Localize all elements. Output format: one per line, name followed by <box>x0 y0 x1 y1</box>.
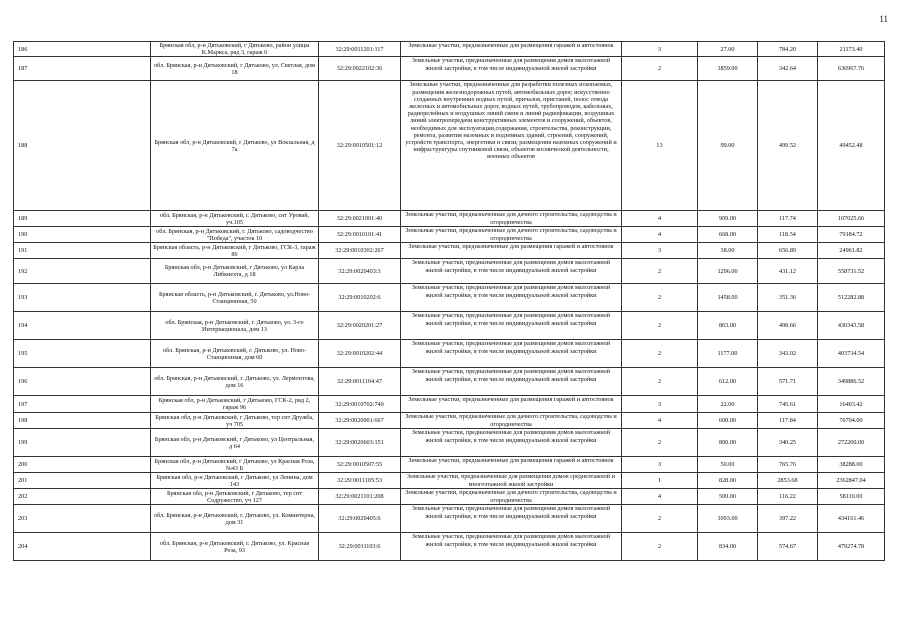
rate-cell: 343.02 <box>758 340 818 368</box>
area-cell: 1093.00 <box>698 505 758 533</box>
group-cell: 2 <box>622 57 698 81</box>
table-row <box>14 81 885 211</box>
value-cell: 79184.72 <box>818 227 885 243</box>
value-cell: 349886.52 <box>818 368 885 396</box>
table-row <box>14 227 885 243</box>
cadastral-number-cell: 32:29:0010302:267 <box>319 243 401 259</box>
rate-cell: 574.67 <box>758 533 818 561</box>
land-use-cell: Земельные участки, предназначенные для размещения домов малоэтажной жилой застройки, в том числе индивидуальной жилой застройки <box>401 429 622 457</box>
area-cell: 800.00 <box>698 429 758 457</box>
cadastral-number-cell: 32:29:0020901:667 <box>319 413 401 429</box>
land-use-cell: Земельные участки, предназначенные для размещения домов малоэтажной жилой застройки, в том числе индивидуальной жилой застройки <box>401 57 622 81</box>
value-cell: 16403.42 <box>818 396 885 413</box>
table-row <box>14 284 885 312</box>
row-number: 201 <box>14 473 151 489</box>
table-row <box>14 259 885 284</box>
group-cell: 2 <box>622 533 698 561</box>
row-number: 191 <box>14 243 151 259</box>
table-row <box>14 243 885 259</box>
row-number: 186 <box>14 42 151 57</box>
land-use-cell: Земельные участки, предназначенные для размещения домов малоэтажной жилой застройки, в том числе индивидуальной жилой застройки <box>401 340 622 368</box>
row-number: 200 <box>14 457 151 473</box>
value-cell: 434161.46 <box>818 505 885 533</box>
rate-cell: 656.89 <box>758 243 818 259</box>
group-cell: 3 <box>622 396 698 413</box>
rate-cell: 571.71 <box>758 368 818 396</box>
cadastral-number-cell: 32:29:0010501:12 <box>319 81 401 211</box>
address-cell: Брянская обл, р-н Дятьковский, г Дятьково, ул Ленина, дом 143 <box>151 473 319 489</box>
value-cell: 403734.54 <box>818 340 885 368</box>
cadastral-number-cell: 32:29:0022102:36 <box>319 57 401 81</box>
area-cell: 1177.00 <box>698 340 758 368</box>
address-cell: Брянская обл, р-н Дятьковский, г Дятьково, район улицы К.Маркса, ряд 3, гараж 6 <box>151 42 319 57</box>
table-row <box>14 211 885 227</box>
group-cell: 2 <box>622 429 698 457</box>
table-row <box>14 57 885 81</box>
table-row <box>14 396 885 413</box>
address-cell: Брянская область, р-н Дятьковский, г Дятьково, ГСК-3, гараж 86 <box>151 243 319 259</box>
address-cell: Брянская обл, р-н Дятьковский, г Дятьково, ул Вокзальная, д 7а <box>151 81 319 211</box>
row-number: 202 <box>14 489 151 505</box>
area-cell: 828.00 <box>698 473 758 489</box>
address-cell: обл. Брянская, р-н Дятьковский, г Дятьково, ул. Светлая, дом 18 <box>151 57 319 81</box>
table-row <box>14 505 885 533</box>
table-row <box>14 489 885 505</box>
address-cell: Брянская область, р-н Дятьковский, г. Дятьково, ул.Ново-Станционная, 50 <box>151 284 319 312</box>
table-row <box>14 312 885 340</box>
cadastral-number-cell: 32:29:0010202:44 <box>319 340 401 368</box>
area-cell: 600.00 <box>698 413 758 429</box>
area-cell: 50.00 <box>698 457 758 473</box>
group-cell: 2 <box>622 368 698 396</box>
row-number: 199 <box>14 429 151 457</box>
row-number: 194 <box>14 312 151 340</box>
rate-cell: 340.25 <box>758 429 818 457</box>
row-number: 189 <box>14 211 151 227</box>
group-cell: 3 <box>622 243 698 259</box>
rate-cell: 342.64 <box>758 57 818 81</box>
area-cell: 834.00 <box>698 533 758 561</box>
address-cell: Брянская обл, р-н Дятьковский, г Дятьково, тер снт Содружество, уч 127 <box>151 489 319 505</box>
cadastral-number-cell: 32:29:0021001:40 <box>319 211 401 227</box>
cadastral-number-cell: 32:29:0010507:55 <box>319 457 401 473</box>
value-cell: 512282.88 <box>818 284 885 312</box>
land-use-cell: Земельные участки, предназначенные для размещения домов малоэтажной жилой застройки, в том числе индивидуальной жилой застройки <box>401 533 622 561</box>
group-cell: 2 <box>622 340 698 368</box>
rate-cell: 118.54 <box>758 227 818 243</box>
row-number: 195 <box>14 340 151 368</box>
area-cell: 668.00 <box>698 227 758 243</box>
cadastral-number-cell: 32:29:0020403:3 <box>319 259 401 284</box>
row-number: 196 <box>14 368 151 396</box>
row-number: 190 <box>14 227 151 243</box>
rate-cell: 397.22 <box>758 505 818 533</box>
value-cell: 38288.00 <box>818 457 885 473</box>
page-number: 11 <box>879 14 888 24</box>
table-row <box>14 340 885 368</box>
area-cell: 99.00 <box>698 81 758 211</box>
land-use-cell: Земельные участки, предназначенные для размещения гаражей и автостоянок <box>401 42 622 57</box>
cadastral-number-cell: 32:29:0010202:6 <box>319 284 401 312</box>
cadastral-number-cell: 32:29:0020603:151 <box>319 429 401 457</box>
land-use-cell: Земельные участки, предназначенные для размещения гаражей и автостоянок <box>401 243 622 259</box>
address-cell: обл. Брянская, р-н Дятьковский, г. Дятьково, снт Уровай, уч.105 <box>151 211 319 227</box>
row-number: 187 <box>14 57 151 81</box>
table-body <box>14 42 885 561</box>
group-cell: 2 <box>622 284 698 312</box>
group-cell: 2 <box>622 312 698 340</box>
rate-cell: 765.76 <box>758 457 818 473</box>
land-use-cell: Земельные участки, предназначенные для дачного строительства, садоводства и огородничества <box>401 413 622 429</box>
table-row <box>14 42 885 57</box>
value-cell: 636967.76 <box>818 57 885 81</box>
cadastral-number-cell: 32:29:0011104:47 <box>319 368 401 396</box>
group-cell: 1 <box>622 473 698 489</box>
land-use-cell: Земельные участки, предназначенные для дачного строительства, садоводства и огородничества <box>401 211 622 227</box>
row-number: 204 <box>14 533 151 561</box>
cadastral-number-cell: 32:29:0010101:41 <box>319 227 401 243</box>
area-cell: 612.00 <box>698 368 758 396</box>
address-cell: обл. Брянская, р-н Дятьковский, г. Дятьково, ул. Коминтерна, дом 31 <box>151 505 319 533</box>
value-cell: 21173.40 <box>818 42 885 57</box>
group-cell: 4 <box>622 211 698 227</box>
value-cell: 58110.00 <box>818 489 885 505</box>
group-cell: 2 <box>622 505 698 533</box>
land-use-cell: Земельные участки, предназначенные для размещения домов малоэтажной жилой застройки, в том числе индивидуальной жилой застройки <box>401 312 622 340</box>
row-number: 203 <box>14 505 151 533</box>
table-row <box>14 368 885 396</box>
rate-cell: 784.20 <box>758 42 818 57</box>
address-cell: обл. Брянская, р-н Дятьковский, г. Дятьково, ул. Красная Роза, 93 <box>151 533 319 561</box>
group-cell: 4 <box>622 489 698 505</box>
area-cell: 1859.00 <box>698 57 758 81</box>
cadastral-value-table <box>13 41 885 561</box>
address-cell: Брянская обл, р-н Дятьковский, г Дятьково, ул Красная Роза,№43 Б <box>151 457 319 473</box>
address-cell: обл. Брянская, р-н Дятьковский, г. Дятьково, ул. Лермонтова, дом 16 <box>151 368 319 396</box>
address-cell: обл. Брянская, р-н Дятьковский, г. Дятьково, ул. 3-го Интернационала, дом 13 <box>151 312 319 340</box>
table-row <box>14 429 885 457</box>
land-use-cell: Земельные участки, предназначенные для размещения гаражей и автостоянок <box>401 457 622 473</box>
rate-cell: 117.74 <box>758 211 818 227</box>
cadastral-number-cell: 32:29:0020405:6 <box>319 505 401 533</box>
table-row <box>14 457 885 473</box>
rate-cell: 431.12 <box>758 259 818 284</box>
rate-cell: 498.66 <box>758 312 818 340</box>
value-cell: 107025.66 <box>818 211 885 227</box>
area-cell: 1458.00 <box>698 284 758 312</box>
cadastral-number-cell: 32:29:0011103:6 <box>319 533 401 561</box>
address-cell: Брянская обл, р-н Дятьковский, г Дятьково, ГСК-2, ряд 2, гараж 96 <box>151 396 319 413</box>
area-cell: 500.00 <box>698 489 758 505</box>
land-use-cell: Земельные участки, предназначенные для размещения гаражей и автостоянок <box>401 396 622 413</box>
land-use-cell: Земельные участки, предназначенные для размещения домов малоэтажной жилой застройки, в том числе индивидуальной жилой застройки <box>401 368 622 396</box>
land-use-cell: Земельные участки, предназначенные для дачного строительства, садоводства и огородничества <box>401 227 622 243</box>
group-cell: 13 <box>622 81 698 211</box>
row-number: 193 <box>14 284 151 312</box>
table-row <box>14 533 885 561</box>
area-cell: 27.00 <box>698 42 758 57</box>
area-cell: 909.00 <box>698 211 758 227</box>
value-cell: 558731.52 <box>818 259 885 284</box>
value-cell: 70704.00 <box>818 413 885 429</box>
land-use-cell: Земельные участки, предназначенные для дачного строительства, садоводства и огородничества <box>401 489 622 505</box>
row-number: 192 <box>14 259 151 284</box>
land-use-cell: Земельные участки, предназначенные для размещения домов малоэтажной жилой застройки, в том числе индивидуальной жилой застройки <box>401 505 622 533</box>
area-cell: 22.00 <box>698 396 758 413</box>
cadastral-number-cell: 32:29:0011201:117 <box>319 42 401 57</box>
rate-cell: 2853.68 <box>758 473 818 489</box>
address-cell: обл. Брянская, р-н Дятьковский, г. Дятьково, ул. Ново-Станционная, дом 60 <box>151 340 319 368</box>
row-number: 188 <box>14 81 151 211</box>
land-use-cell: Земельные участки, предназначенные для размещения домов малоэтажной жилой застройки, в том числе индивидуальной жилой застройки <box>401 284 622 312</box>
value-cell: 272200.00 <box>818 429 885 457</box>
cadastral-number-cell: 32:29:0010702:740 <box>319 396 401 413</box>
group-cell: 4 <box>622 413 698 429</box>
address-cell: Брянская обл, р-н Дятьковский, г Дятьково, ул Центральная, д 64 <box>151 429 319 457</box>
value-cell: 2362847.04 <box>818 473 885 489</box>
cadastral-number-cell: 32:29:0011105:53 <box>319 473 401 489</box>
address-cell: Брянская обл, р-н Дятьковский, г Дятьково, ул Карла Либкнехта, д 18 <box>151 259 319 284</box>
group-cell: 4 <box>622 227 698 243</box>
rate-cell: 745.61 <box>758 396 818 413</box>
rate-cell: 499.52 <box>758 81 818 211</box>
row-number: 197 <box>14 396 151 413</box>
group-cell: 3 <box>622 457 698 473</box>
area-cell: 1296.00 <box>698 259 758 284</box>
land-use-cell: Земельные участки, предназначенные для размещения домов малоэтажной жилой застройки, в том числе индивидуальной жилой застройки <box>401 259 622 284</box>
land-use-cell: Земельные участки, предназначенные для размещения домов среднеэтажной и многоэтажной жилой застройки <box>401 473 622 489</box>
value-cell: 479274.78 <box>818 533 885 561</box>
table-row <box>14 473 885 489</box>
area-cell: 38.00 <box>698 243 758 259</box>
value-cell: 49452.48 <box>818 81 885 211</box>
value-cell: 24961.82 <box>818 243 885 259</box>
group-cell: 3 <box>622 42 698 57</box>
cadastral-number-cell: 32:29:0021101:208 <box>319 489 401 505</box>
rate-cell: 117.84 <box>758 413 818 429</box>
land-use-cell: Земельные участки, предназначенные для разработки полезных ископаемых, размещения железнодорожных путей, автомобильных дорог, искусственно созданных внутренних водных путей, причалов, пристаней, полос отвода железных и автомобильных дорог, водных путей, трубопроводов, кабельных, радиорелейных и воздушных линий связи и линий радиофикации, воздушных линий электропередачи конструктивных элементов и сооружений, объектов, необходимых для эксплуатации,содержания, строительства, реконструкции, ремонта, развития наземных и подземных зданий, строений, сооружений, устройств транспорта, энергетики и связи; размещения наземных сооружений и инфраструктуры спутниковой связи, объектов космической деятельности, военных объектов <box>401 81 622 211</box>
cadastral-number-cell: 32:29:0020201:27 <box>319 312 401 340</box>
table-row <box>14 413 885 429</box>
area-cell: 863.00 <box>698 312 758 340</box>
value-cell: 430343.58 <box>818 312 885 340</box>
row-number: 198 <box>14 413 151 429</box>
address-cell: Брянская обл, р-н Дятьковский, г Дятьково, тер снт Дружба, уч 705 <box>151 413 319 429</box>
address-cell: обл. Брянская, р-н Дятьковский, г. Дятьково, садоводчество "Победа", участок 10 <box>151 227 319 243</box>
rate-cell: 116.22 <box>758 489 818 505</box>
group-cell: 2 <box>622 259 698 284</box>
rate-cell: 351.36 <box>758 284 818 312</box>
